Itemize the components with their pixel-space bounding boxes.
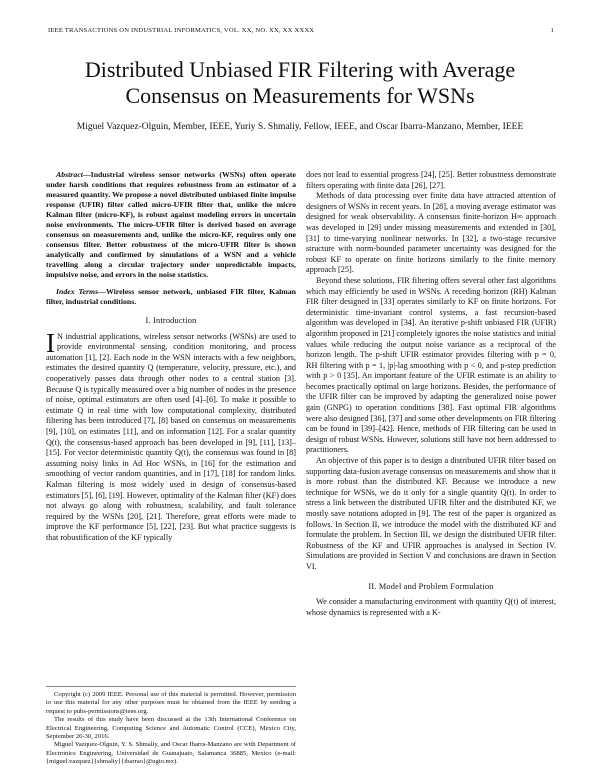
running-header xyxy=(48,27,554,34)
section-heading-introduction: I. Introduction xyxy=(145,316,197,325)
journal-name: IEEE TRANSACTIONS ON INDUSTRIAL INFORMATICS, VOL. XX, NO. XX, XX XXXX xyxy=(48,27,315,34)
paper-title: Distributed Unbiased FIR Filtering with Average Consensus on Measurements for WSNs xyxy=(84,57,516,108)
index-terms: Index Terms—Wireless sensor network, unbiased FIR filter, Kalman filter, industrial conditions. xyxy=(46,287,297,306)
drop-cap: I xyxy=(46,327,55,358)
page-number: 1 xyxy=(550,27,554,34)
abstract: Abstract—Industrial wireless sensor networks (WSNs) often operate under harsh conditions that requires robustness from an estimator of a measured quantity. We propose a novel distributed unbiased finite impulse response (UFIR) filter called micro-UFIR filter that, unlike the micro Kalman filter (micro-KF), is robust against modeling errors in uncertain noise environments. The micro-UFIR filter is derived based on average consensus on measurements and, unlike the micro-KF, requires only one consensus filter. Better robustness of the micro-UFIR filter is shown analytically and confirmed by simulations of a WSN and a vehicle travelling along a circular trajectory under unpredictable impacts, impulsive noise, and errors in the noise statistics. xyxy=(46,170,296,279)
index-terms-label: Index Terms xyxy=(56,287,99,296)
left-column xyxy=(46,170,296,543)
footnotes xyxy=(46,686,296,767)
intro-paragraph-2: does not lead to essential progress [24], [25]. Better robustness demonstrate filters operating with finite data [26], [27]. xyxy=(306,170,556,190)
affiliation-note: Miguel Vazquez-Olguin, Y. S. Shmaliy, and Oscar Ibarra-Manzano are with Department of Electronics Engineering, Universidad de Guanajuato, Salamanca 36885, Mexico (e-mail:{miguel.vazquez}{shmaliy}{ibarrao}@ugto.mx). xyxy=(46,741,296,766)
abstract-label: Abstract xyxy=(56,170,83,179)
intro-paragraph-1 xyxy=(46,327,297,544)
abstract-text: Industrial wireless sensor networks (WSNs) often operate under harsh conditions that requires robustness from an estimator of a measured quantity. We propose a novel distributed unbiased finite impulse response (UFIR) filter called micro-UFIR filter that, unlike the micro Kalman filter (micro-KF), is robust against modeling errors in uncertain noise environments. The micro-UFIR filter is derived based on average consensus on measurements and, unlike the micro-KF, requires only one consensus filter. Better robustness of the micro-UFIR filter is shown analytically and confirmed by simulations of a WSN and a vehicle travelling along a circular trajectory under unpredictable impacts, impulsive noise, and errors in the noise statistics. xyxy=(46,170,296,279)
copyright-note: Copyright (c) 2009 IEEE. Personal use of this material is permitted. However, permission to use this material for any other purposes must be obtained from the IEEE by sending a request to pubs-permissions@ieee.org. xyxy=(46,691,296,715)
intro-paragraph-1-text: N industrial applications, wireless sensor networks (WSNs) are used to provide environmental sensing, condition monitoring, and process automation [1], [2]. Each node in the WSN interacts with a few neighbors, estimates the desired quantity Q (temperature, velocity, pressure, etc.), and cooperatively passes data through other nodes to a central station [3]. Because Q is typically measured over a big number of nodes in the presence of noise, optimal estimators are often used [4]–[6]. To make it possible to estimate Q in real time with low computational complexity, distributed filtering has been introduced [7], [8] based on consensus on measurements [9], [10], on estimates [11], and on information [12]. For a scalar quantity Q(t), the consensus-based approach has been developed in [9], [11], [13]–[15]. For vector deterministic quantity Q(t), the consensus was found in [8] assuming noisy links in Ad Hoc WSNs, in [16] for the estimation and smoothing of vector random quantities, and in [17], [18] for random links. Kalman filtering is most widely used in design of consensus-based estimators [5], [6], [19]. However, optimality of the Kalman filter (KF) does not always go along with robustness, scalability, and fault tolerance required by the WSNs [20], [21]. Therefore, great efforts were made to improve the KF performance [5], [22], [23]. But what practice suggests is that robustification of the KF typically xyxy=(46,331,297,542)
conference-note: The results of this study have been discussed at the 13th International Conference on Electrical Engineering, Computing Science and Automatic Control (CCE), Mexico City, September 26-30, 2016. xyxy=(46,716,296,741)
section-heading-model: II. Model and Problem Formulation xyxy=(368,581,494,591)
model-paragraph-1: We consider a manufacturing environment with quantity Q(t) of interest, whose dynamics is represented with a K- xyxy=(306,597,556,617)
intro-paragraph-4: Beyond these solutions, FIR filtering offers several other fast algorithms which may efficiently be used in WSNs. A receding horizon (RH) Kalman FIR filter designed in [33] operates similarly to KF on finite horizons. For deterministic time-invariant control systems, a fast recursion-based algorithm was developed in [34]. An iterative p-shift unbiased FIR (UFIR) algorithm proposed in [21] completely ignores the noise statistics and initial values while reducing the output noise variance as a reciprocal of the horizon length. The p-shift UFIR estimator provides filtering with p = 0, RH filtering with p = 1, |p|-lag smoothing with p < 0, and p-step prediction with p > 0 [35]. An important feature of the UFIR estimate is an ability to becomes practically optimal on large horizons. Besides, the performance of the UFIR filter can be improved by adapting the generalized noise power gain (GNPG) to operation conditions [38]. Fast optimal FIR algorithms were also designed [36], [37] and some other developments on FIR filtering can be found in [39]–[42]. Hence, methods of FIR filtering can be used in design of robust WSNs. However, solutions still have not been addressed to practitioners. xyxy=(306,275,556,455)
right-column xyxy=(306,170,556,618)
intro-paragraph-3: Methods of data processing over finite data have attracted attention of designers of WSNs in recent years. In [28], a moving average estimator was designed for weak observability. A consensus finite-horizon H∞ approach was developed in [29] under missing measurements and extended in [30], [31] to time-varying nonlinear networks. In [32], a two-stage recursive structure with norm-bounded parameter uncertainty was designed for the robust KF to operate on finite horizons similarly to the finite memory approach [25]. xyxy=(306,191,556,275)
author-list: Miguel Vazquez-Olguin, Member, IEEE, Yuriy S. Shmaliy, Fellow, IEEE, and Oscar Ibarra-Manzano, Member, IEEE xyxy=(76,122,524,132)
intro-paragraph-5: An objective of this paper is to design a distributed UFIR filter based on supporting data-fusion average consensus on measurements and show that it is more robust than the distributed KF. Because we introduce a new technique for WSNs, we do it only for a single quantity Q(t). In order to stress a link between the distributed UFIR filter and the distributed KF, we mostly save notations adopted in [9]. The rest of the paper is organized as follows. In Section II, we introduce the model with the distributed KF and formulate the problem. In Section III, we design the distributed UFIR filter. Robustness of the KF and UFIR approaches is analysed in Section IV. Simulations are provided in Section V and conclusions are drawn in Section VI. xyxy=(306,456,556,571)
index-terms-text: Wireless sensor network, unbiased FIR filter, Kalman filter, industrial conditions. xyxy=(46,287,297,306)
